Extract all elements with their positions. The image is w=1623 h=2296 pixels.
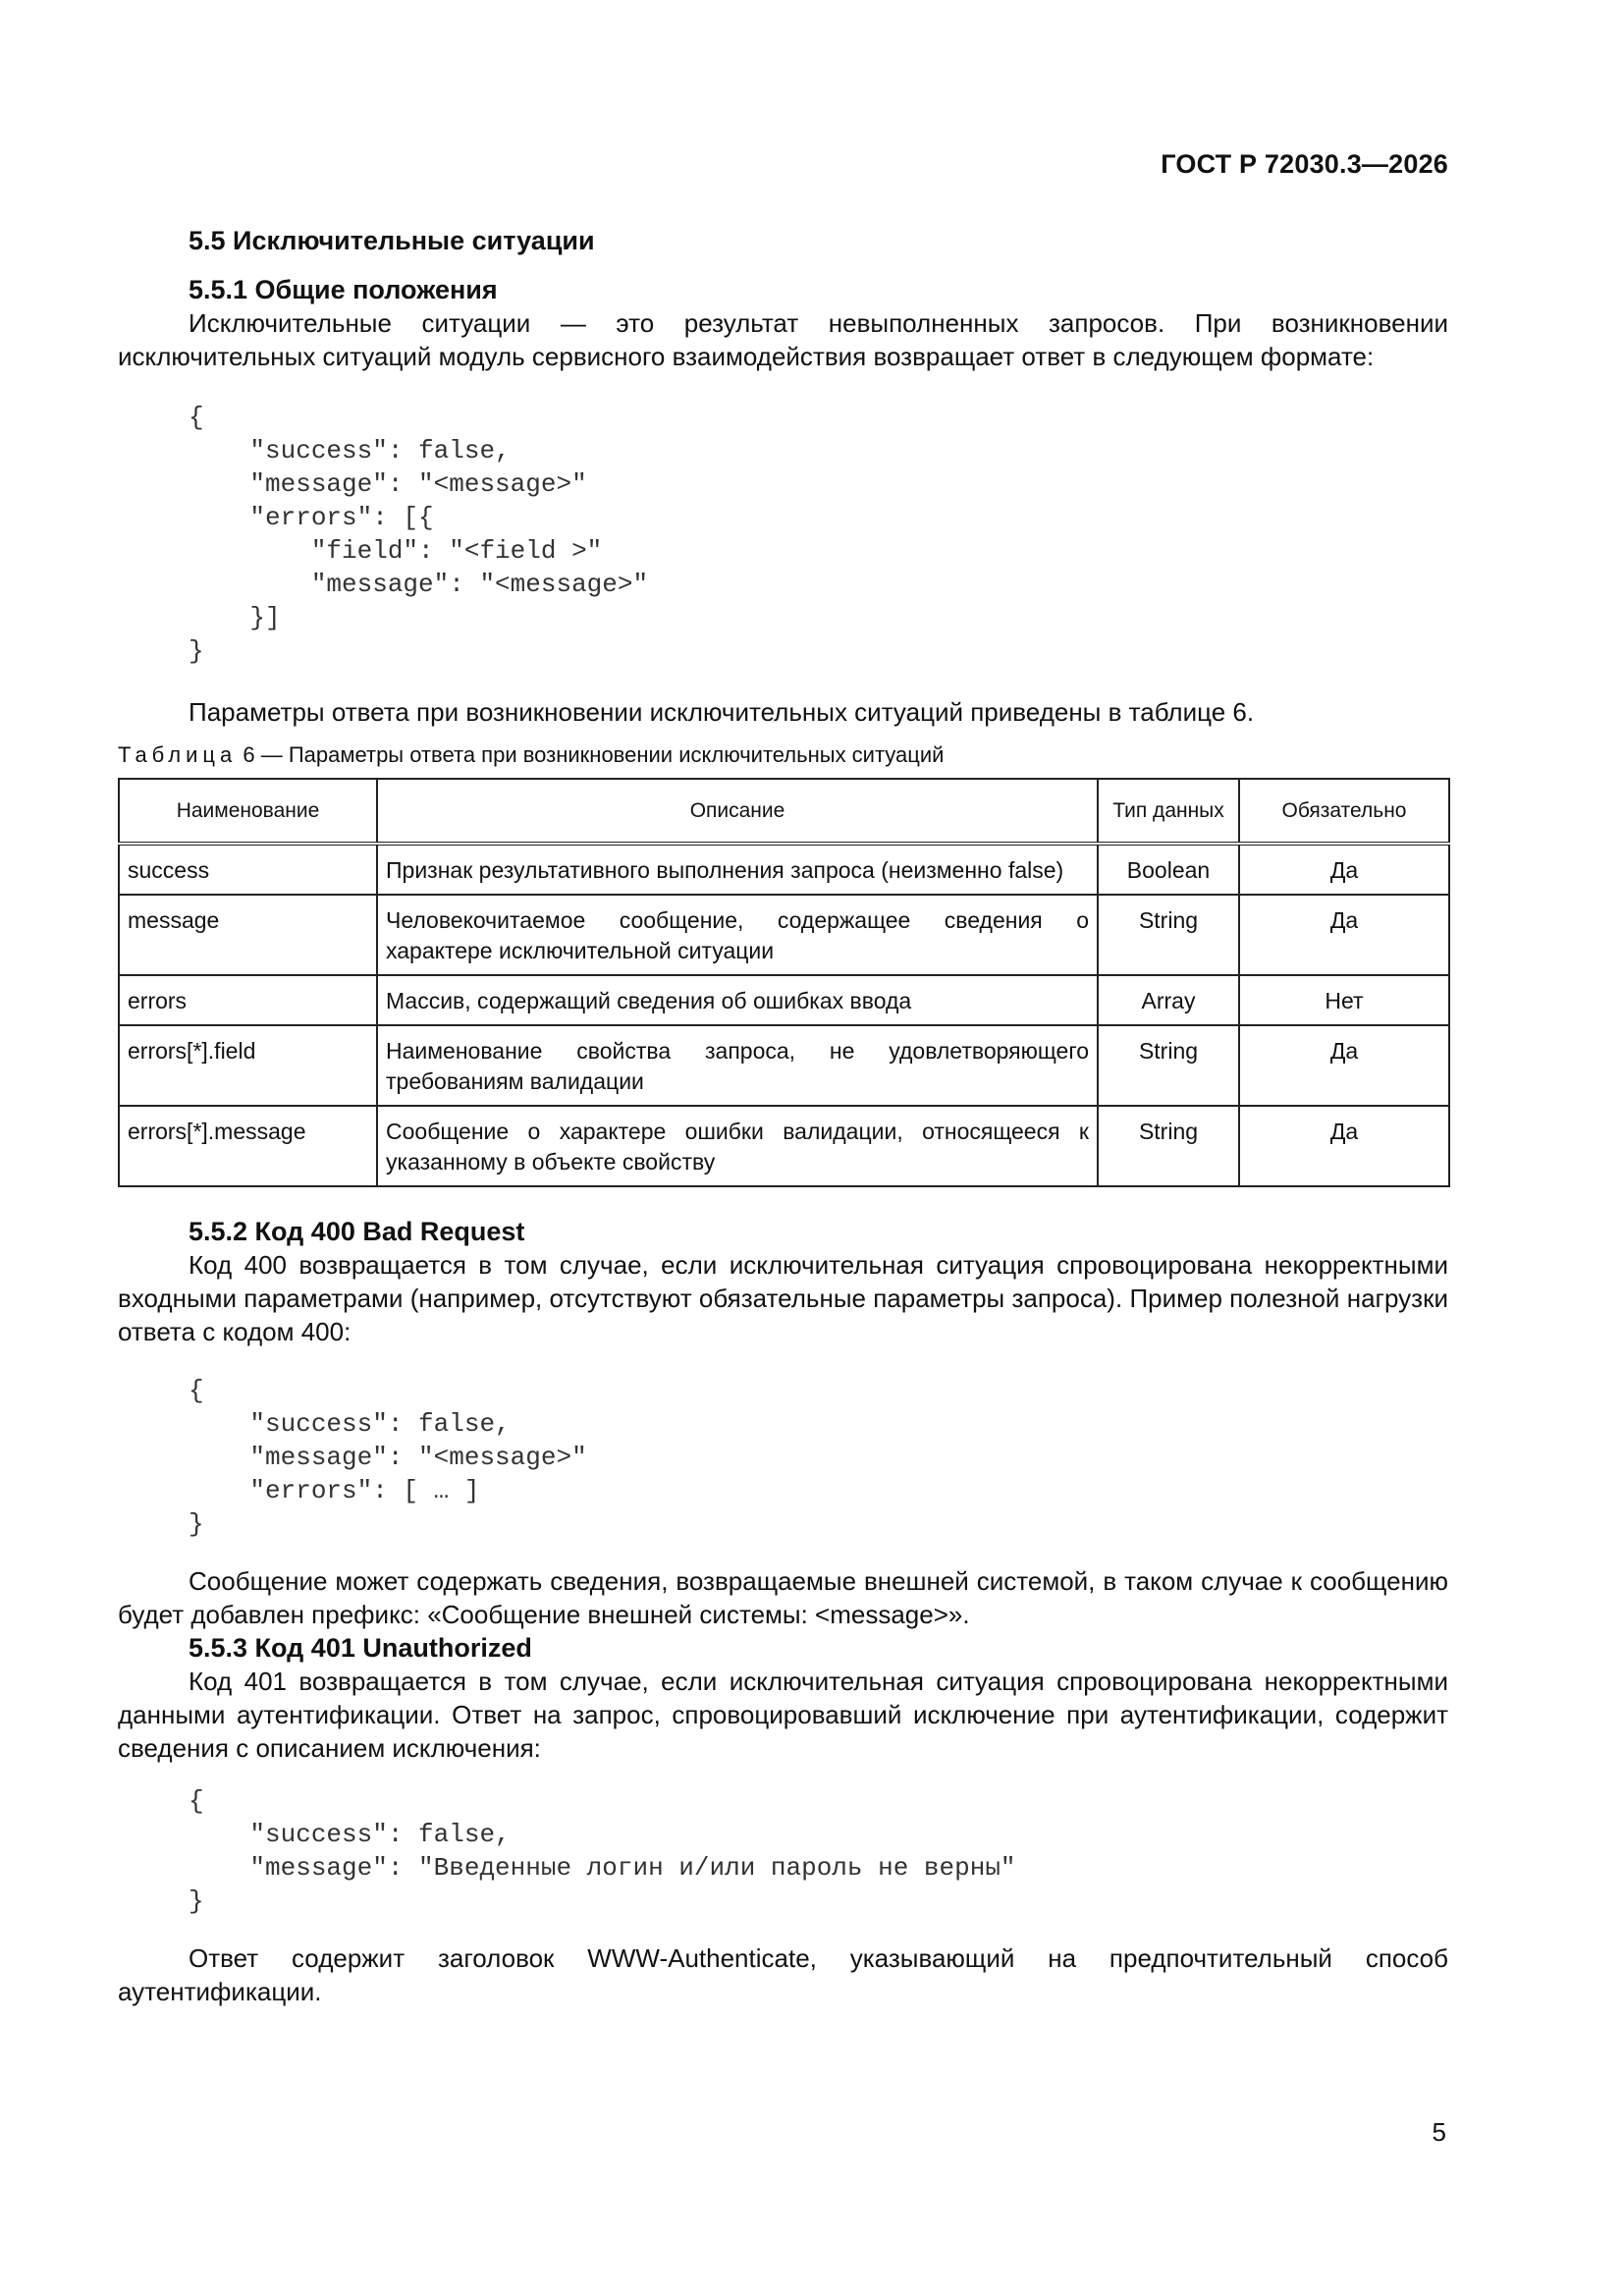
cell-description: Сообщение о характере ошибки валидации, относящееся к указанному в объекте свойству: [377, 1106, 1098, 1186]
code-block-401: { "success": false, "message": "Введенные логин и/или пароль не верны" }: [189, 1786, 1016, 1916]
cell-data-type: String: [1098, 1106, 1239, 1186]
subsection-title-5-5-1: 5.5.1 Общие положения: [189, 275, 498, 304]
table-row: [119, 1025, 1449, 1106]
cell-data-type: Array: [1098, 975, 1239, 1025]
cell-description: Признак результативного выполнения запроса (неизменно false): [377, 844, 1098, 895]
paragraph-401-note: Ответ содержит заголовок WWW-Authenticate, указывающий на предпочтительный способ аутентификации.: [118, 1943, 1448, 2006]
code-block-error-format: { "success": false, "message": "<message>" "errors": [{ "field": "<field >" "message": "<message>" }] }: [189, 403, 649, 666]
cell-required: Да: [1239, 1025, 1449, 1106]
table-row: [119, 844, 1449, 895]
section-title-5-5: 5.5 Исключительные ситуации: [189, 226, 595, 255]
document-code: ГОСТ Р 72030.3—2026: [1161, 149, 1448, 179]
cell-required: Да: [1239, 895, 1449, 975]
cell-description: Человекочитаемое сообщение, содержащее сведения о характере исключительной ситуации: [377, 895, 1098, 975]
code-block-400: { "success": false, "message": "<message>" "errors": [ … ] }: [189, 1376, 587, 1539]
page-content: [118, 224, 1448, 2008]
cell-data-type: Boolean: [1098, 844, 1239, 895]
table-header-row: [119, 779, 1449, 844]
cell-name: errors: [119, 975, 377, 1025]
page-number: 5: [1432, 2117, 1446, 2147]
cell-name: success: [119, 844, 377, 895]
table-row: [119, 975, 1449, 1025]
header-data-type: Тип данных: [1098, 779, 1239, 844]
table-row: [119, 1106, 1449, 1186]
paragraph-5-5-3: Код 401 возвращается в том случае, если исключительная ситуация спровоцирована некорректными данными аутентификации. Ответ на запрос, спровоцировавший исключение при аутентификации, содержит сведения с описанием исключения:: [118, 1667, 1448, 1763]
header-description: Описание: [377, 779, 1098, 844]
header-required: Обязательно: [1239, 779, 1449, 844]
cell-description: Массив, содержащий сведения об ошибках ввода: [377, 975, 1098, 1025]
table-caption-label: Таблица: [118, 742, 238, 767]
table-6-caption: [118, 740, 1448, 770]
paragraph-5-5-1: Исключительные ситуации — это результат невыполненных запросов. При возникновении исключительных ситуаций модуль сервисного взаимодействия возвращает ответ в следующем формате:: [118, 308, 1448, 371]
cell-data-type: String: [1098, 895, 1239, 975]
subsection-title-5-5-3: 5.5.3 Код 401 Unauthorized: [189, 1633, 532, 1663]
cell-data-type: String: [1098, 1025, 1239, 1106]
paragraph-400-note: Сообщение может содержать сведения, возвращаемые внешней системой, в таком случае к сообщению будет добавлен префикс: «Сообщение внешней системы: <message>».: [118, 1566, 1448, 1629]
cell-required: Да: [1239, 1106, 1449, 1186]
cell-name: errors[*].field: [119, 1025, 377, 1106]
cell-name: message: [119, 895, 377, 975]
cell-required: Нет: [1239, 975, 1449, 1025]
paragraph-table-reference: Параметры ответа при возникновении исключительных ситуаций приведены в таблице 6.: [189, 697, 1255, 727]
table-row: [119, 895, 1449, 975]
header-name: Наименование: [119, 779, 377, 844]
table-caption-text: 6 — Параметры ответа при возникновении исключительных ситуаций: [237, 742, 945, 767]
subsection-title-5-5-2: 5.5.2 Код 400 Bad Request: [189, 1217, 525, 1246]
paragraph-5-5-2: Код 400 возвращается в том случае, если исключительная ситуация спровоцирована некорректными входными параметрами (например, отсутствуют обязательные параметры запроса). Пример полезной нагрузки ответа с кодом 400:: [118, 1250, 1448, 1346]
cell-required: Да: [1239, 844, 1449, 895]
cell-name: errors[*].message: [119, 1106, 377, 1186]
cell-description: Наименование свойства запроса, не удовлетворяющего требованиям валидации: [377, 1025, 1098, 1106]
table-6: [118, 778, 1450, 1187]
